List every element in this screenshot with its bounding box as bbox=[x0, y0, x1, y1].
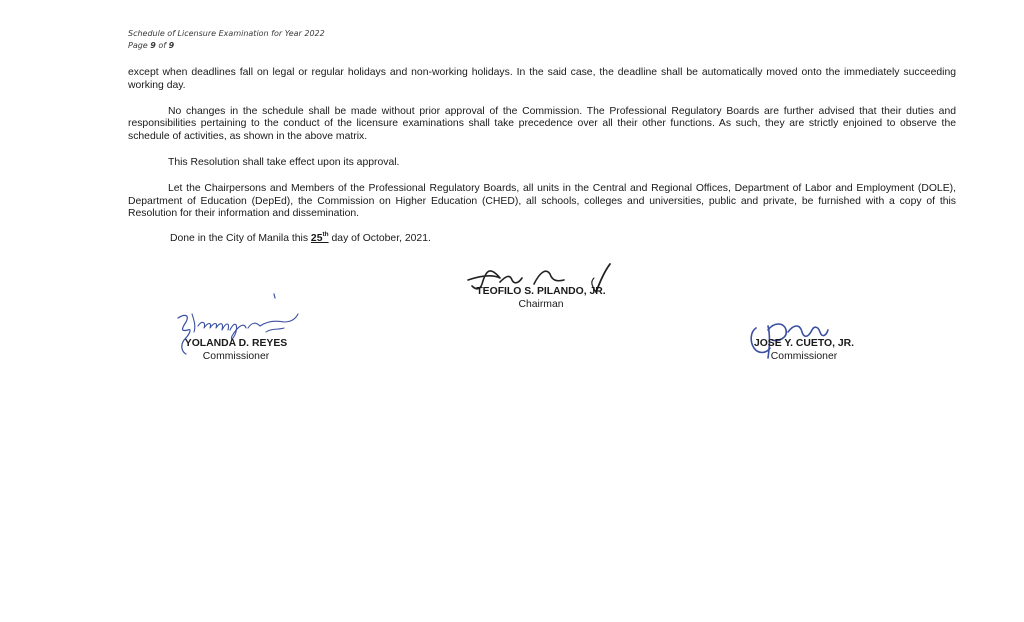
paragraph-effectivity: This Resolution shall take effect upon its approval. bbox=[168, 156, 400, 168]
chairman-signature-block bbox=[451, 286, 631, 311]
header-title: Schedule of Licensure Examination for Year 2022 bbox=[128, 29, 325, 38]
chairman-name: TEOFILO S. PILANDO, JR. bbox=[476, 286, 606, 297]
done-rest: day of October, 2021. bbox=[328, 233, 431, 245]
done-day-number: 25 bbox=[310, 233, 323, 245]
cueto-name: JOSE Y. CUETO, JR. bbox=[753, 338, 855, 349]
cueto-signature-block bbox=[714, 338, 894, 363]
page-prefix: Page bbox=[128, 41, 151, 50]
cueto-title: Commissioner bbox=[770, 350, 838, 362]
paragraph-dissemination: Let the Chairpersons and Members of the Professional Regulatory Boards, all units in the Central and Regional Offices, Department of Labor and Employment (DOLE), Department of Education (DepEd), the Commission on Higher Education (CHED), all schools, colleges and universities, public and private, be furnished with a copy of this Resolution for their information and dissemination. bbox=[128, 182, 956, 220]
document-body bbox=[128, 67, 956, 259]
page-header bbox=[128, 28, 325, 52]
reyes-signature-block bbox=[146, 338, 326, 363]
done-day bbox=[311, 233, 329, 244]
paragraph-deadline: except when deadlines fall on legal or regular holidays and non-working holidays. In the said case, the deadline shall be automatically moved onto the immediately succeeding working day. bbox=[128, 67, 956, 91]
chairman-title: Chairman bbox=[518, 298, 564, 310]
page-current: 9 bbox=[150, 41, 156, 50]
page-total: 9 bbox=[168, 41, 175, 50]
done-day-ordinal: th bbox=[322, 231, 329, 239]
reyes-name: YOLANDA D. REYES bbox=[184, 338, 288, 349]
done-prefix: Done in the City of Manila this bbox=[170, 233, 311, 245]
paragraph-no-changes: No changes in the schedule shall be made without prior approval of the Commission. The Professional Regulatory Boards are further advised that their duties and responsibilities pertaining to the conduct of the licensure examinations shall take precedence over all their other functions. As such, they are strictly enjoined to observe the schedule of activities, as shown in the above matrix. bbox=[128, 105, 956, 143]
page-of: of bbox=[155, 41, 169, 50]
page-number bbox=[128, 40, 325, 52]
paragraph-done-in bbox=[128, 233, 956, 246]
reyes-title: Commissioner bbox=[202, 350, 270, 362]
